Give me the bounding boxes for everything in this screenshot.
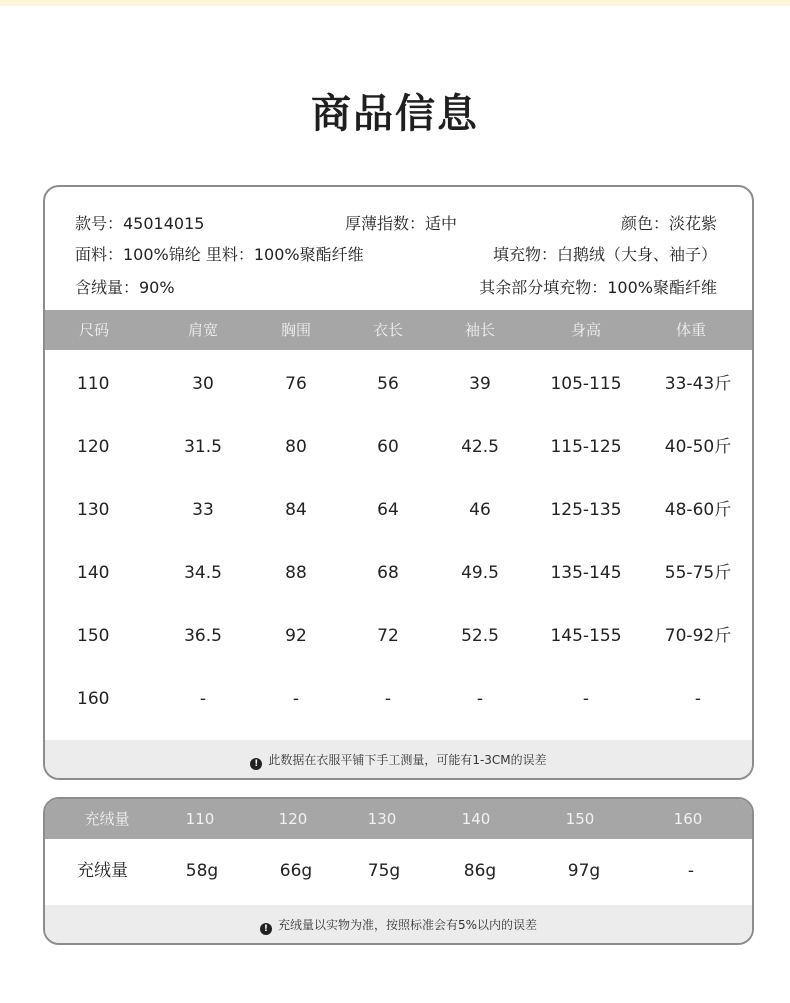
measurement-note-text: 此数据在衣服平铺下手工测量，可能有1-3CM的误差 (268, 753, 547, 767)
table-row (45, 605, 752, 668)
measurement-note (45, 740, 752, 780)
table-cell: 76 (285, 374, 307, 394)
table-cell: 70-92斤 (664, 626, 732, 646)
table-cell: 64 (377, 500, 399, 520)
header-cell: 160 (673, 810, 703, 828)
size-table-header (45, 310, 752, 350)
style-number: 款号：45014015 (75, 214, 205, 233)
color-info: 颜色：淡花紫 (620, 214, 717, 233)
header-cell: 尺码 (78, 321, 110, 339)
table-cell: 42.5 (461, 437, 499, 457)
table-cell: 120 (77, 437, 110, 457)
table-cell: 46 (469, 500, 491, 520)
table-cell: 110 (77, 374, 110, 394)
table-row (45, 479, 752, 542)
fill-weight-card (43, 797, 754, 945)
filling-info: 填充物：白鹅绒（大身、袖子） (492, 245, 717, 264)
table-cell: 充绒量 (77, 861, 128, 881)
table-cell: 60 (377, 437, 399, 457)
table-cell: 72 (377, 626, 399, 646)
table-cell: 160 (77, 689, 110, 709)
table-cell: 115-125 (550, 437, 622, 457)
table-row (45, 416, 752, 479)
header-cell: 140 (461, 810, 491, 828)
table-cell: 75g (367, 861, 401, 881)
other-filling-info: 其余部分填充物：100%聚酯纤维 (479, 278, 717, 297)
table-row (45, 353, 752, 416)
table-cell: 150 (77, 626, 110, 646)
header-cell: 充绒量 (84, 810, 130, 828)
product-info (45, 187, 752, 310)
table-cell: - (687, 861, 695, 881)
table-cell: 34.5 (184, 563, 222, 583)
table-cell: 66g (279, 861, 313, 881)
header-cell: 衣长 (372, 321, 404, 339)
table-cell: 33-43斤 (664, 374, 732, 394)
table-cell: 135-145 (550, 563, 622, 583)
fill-table-header (45, 799, 752, 839)
table-row (45, 840, 752, 903)
table-row (45, 668, 752, 731)
table-cell: - (384, 689, 392, 709)
table-cell: 58g (185, 861, 219, 881)
table-cell: 55-75斤 (664, 563, 732, 583)
table-cell: 88 (285, 563, 307, 583)
page-title: 商品信息 (311, 91, 479, 137)
table-cell: 97g (567, 861, 601, 881)
table-cell: 125-135 (550, 500, 622, 520)
table-cell: 31.5 (184, 437, 222, 457)
header-cell: 肩宽 (187, 321, 219, 339)
header-cell: 体重 (675, 321, 707, 339)
header-cell: 150 (565, 810, 595, 828)
size-chart-card (43, 185, 754, 780)
exclamation-circle-icon: ! (260, 923, 272, 935)
table-cell: 30 (192, 374, 214, 394)
exclamation-circle-icon: ! (250, 758, 262, 770)
table-cell: - (199, 689, 207, 709)
header-cell: 袖长 (464, 321, 496, 339)
fill-note (45, 905, 752, 945)
table-cell: 56 (377, 374, 399, 394)
header-cell: 身高 (570, 321, 602, 339)
header-cell: 胸围 (280, 321, 312, 339)
table-row (45, 542, 752, 605)
table-cell: 39 (469, 374, 491, 394)
thickness-index: 厚薄指数：适中 (345, 214, 458, 233)
table-cell: 86g (463, 861, 497, 881)
table-cell: - (582, 689, 590, 709)
table-cell: 145-155 (550, 626, 622, 646)
header-cell: 110 (185, 810, 215, 828)
table-cell: 130 (77, 500, 110, 520)
fabric-info: 面料：100%锦纶 里料：100%聚酯纤维 (75, 245, 364, 264)
table-cell: - (292, 689, 300, 709)
table-cell: 84 (285, 500, 307, 520)
table-cell: 40-50斤 (664, 437, 732, 457)
table-cell: 49.5 (461, 563, 499, 583)
down-content: 含绒量：90% (75, 278, 175, 297)
table-cell: 36.5 (184, 626, 222, 646)
table-cell: 68 (377, 563, 399, 583)
table-cell: 80 (285, 437, 307, 457)
table-cell: - (694, 689, 702, 709)
table-cell: 33 (192, 500, 214, 520)
fill-note-text: 充绒量以实物为准，按照标准会有5%以内的误差 (277, 918, 538, 932)
table-cell: 92 (285, 626, 307, 646)
table-cell: 105-115 (550, 374, 622, 394)
header-cell: 120 (278, 810, 308, 828)
table-cell: 48-60斤 (664, 500, 732, 520)
table-cell: 140 (77, 563, 110, 583)
header-cell: 130 (367, 810, 397, 828)
table-cell: 52.5 (461, 626, 499, 646)
top-strip (0, 0, 790, 6)
table-cell: - (476, 689, 484, 709)
